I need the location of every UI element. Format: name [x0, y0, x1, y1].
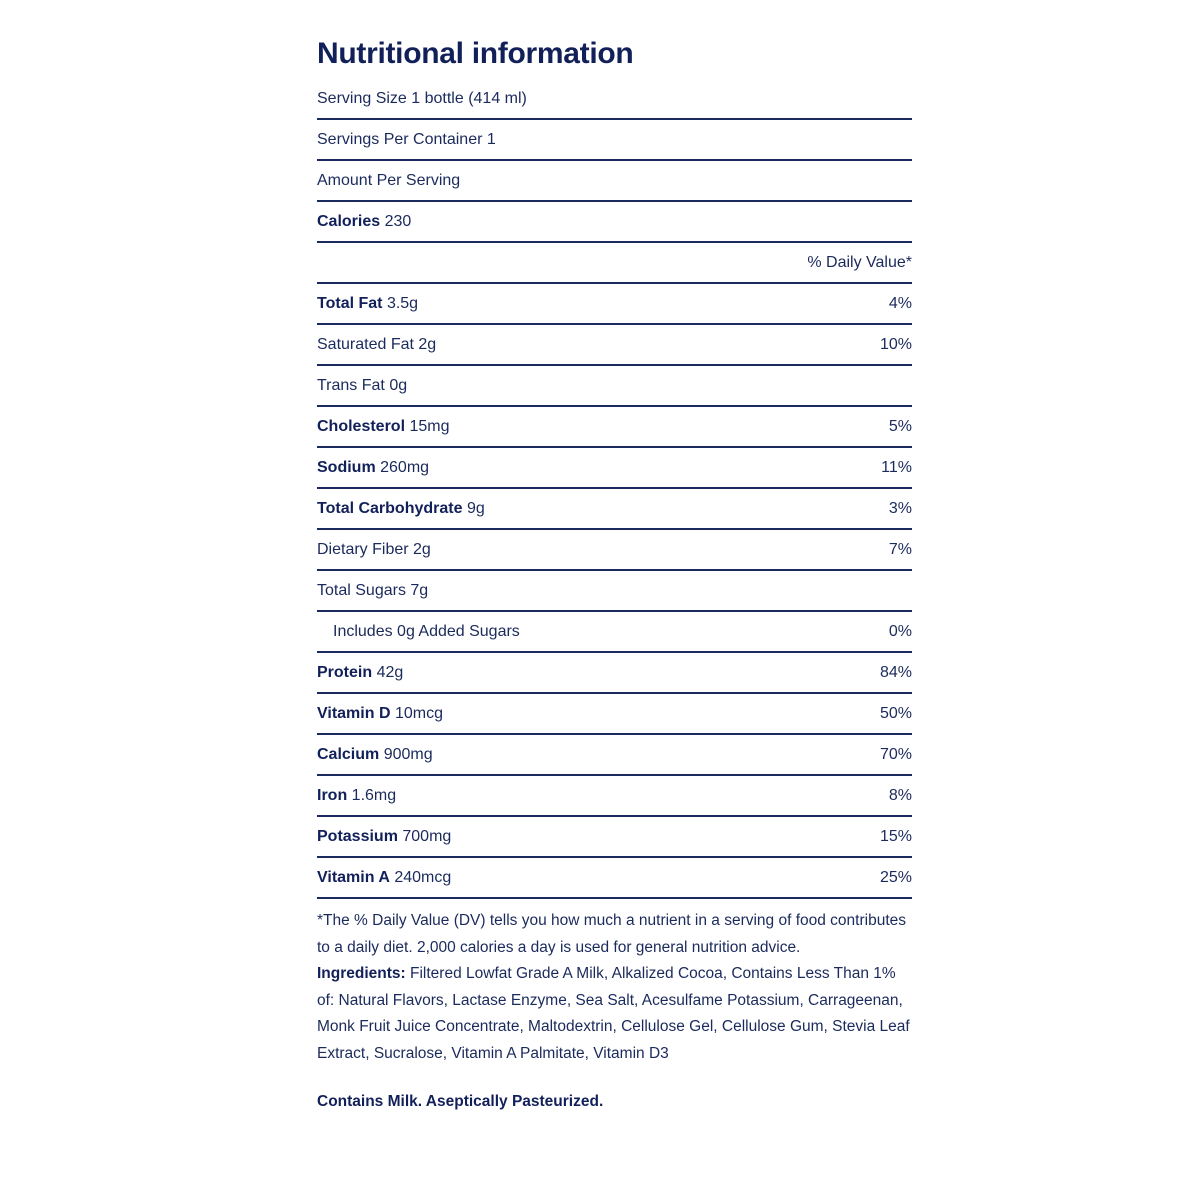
- nutrient-daily-value: 11%: [881, 458, 912, 476]
- nutrient-row: [317, 817, 912, 858]
- nutrient-row: [317, 489, 912, 530]
- nutrition-panel: [317, 30, 912, 1111]
- nutrient-label: [317, 418, 450, 436]
- calories-row: [317, 202, 912, 243]
- nutrient-amount: 42g: [376, 663, 404, 681]
- servings-per-container: Servings Per Container 1: [317, 130, 496, 148]
- nutrient-row: [317, 694, 912, 735]
- nutrient-row: [317, 612, 912, 653]
- nutrient-amount: 240mcg: [394, 868, 452, 886]
- nutrient-label: [317, 377, 407, 395]
- nutrient-row: [317, 776, 912, 817]
- nutrient-label: [317, 459, 429, 477]
- nutrient-name: Dietary Fiber: [317, 540, 409, 558]
- ingredients-text: Filtered Lowfat Grade A Milk, Alkalized Cocoa, Contains Less Than 1% of: Natural Flavors, Lactase Enzyme, Sea Salt, Acesulfame Potassium, Carrageenan, Monk Fruit Juice Concentrate, Maltodextrin, Cellulose Gel, Cellulose Gum, Stevia Leaf Extract, Sucralose, Vitamin A Palmitate, Vitamin D3: [317, 965, 910, 1062]
- nutrient-row: [317, 530, 912, 571]
- nutrient-row: [317, 284, 912, 325]
- nutrient-row: [317, 735, 912, 776]
- nutrient-amount: 900mg: [383, 745, 433, 763]
- nutrient-daily-value: 50%: [879, 704, 912, 722]
- nutrient-row: [317, 653, 912, 694]
- nutrient-row: [317, 571, 912, 612]
- nutrient-label: [317, 664, 403, 682]
- nutrient-daily-value: 10%: [879, 335, 912, 353]
- nutrient-row: [317, 325, 912, 366]
- nutrient-amount: 7g: [410, 581, 429, 599]
- nutrient-name: Vitamin D: [317, 704, 391, 722]
- nutrient-daily-value: 70%: [879, 745, 912, 763]
- nutrient-daily-value: 15%: [879, 827, 912, 845]
- nutrient-amount: 3.5g: [386, 294, 419, 312]
- daily-value-footnote: *The % Daily Value (DV) tells you how much a nutrient in a serving of food contributes to a daily diet. 2,000 calories a day is used for general nutrition advice.: [317, 912, 906, 956]
- nutrient-label: [317, 705, 443, 723]
- nutrient-name: Total Fat: [317, 294, 383, 312]
- nutrient-name: Cholesterol: [317, 417, 406, 435]
- nutrient-daily-value: 3%: [888, 499, 912, 517]
- daily-value-header-row: [317, 243, 912, 284]
- nutrient-label: [317, 336, 436, 354]
- daily-value-header: % Daily Value*: [807, 253, 912, 271]
- amount-per-serving-row: [317, 161, 912, 202]
- nutrient-name: Includes 0g Added Sugars: [333, 622, 520, 640]
- nutrient-name: Iron: [317, 786, 348, 804]
- servings-per-container-row: [317, 120, 912, 161]
- serving-size-row: [317, 80, 912, 120]
- calories: [317, 213, 411, 231]
- nutrient-row: [317, 366, 912, 407]
- page-title: Nutritional information: [317, 37, 634, 70]
- nutrient-name: Sodium: [317, 458, 376, 476]
- nutrient-amount: 1.6mg: [351, 786, 397, 804]
- nutrient-amount: 0g: [389, 376, 408, 394]
- nutrient-amount: 9g: [466, 499, 485, 517]
- nutrient-label: [317, 295, 418, 313]
- nutrient-amount: 10mcg: [394, 704, 443, 722]
- nutrient-row: [317, 858, 912, 899]
- nutrient-row: [317, 407, 912, 448]
- nutrient-label: [317, 787, 396, 805]
- nutrient-name: Protein: [317, 663, 373, 681]
- allergen-statement: Contains Milk. Aseptically Pasteurized.: [317, 1093, 604, 1110]
- nutrient-amount: 260mg: [380, 458, 430, 476]
- nutrient-name: Saturated Fat: [317, 335, 414, 353]
- nutrient-amount: 15mg: [409, 417, 450, 435]
- ingredients: [317, 961, 912, 1067]
- ingredients-label: Ingredients:: [317, 965, 406, 982]
- nutrient-row: [317, 448, 912, 489]
- nutrient-name: Total Carbohydrate: [317, 499, 463, 517]
- nutrient-label: [317, 500, 485, 518]
- nutrient-daily-value: 5%: [888, 417, 912, 435]
- amount-per-serving: Amount Per Serving: [317, 171, 461, 189]
- nutrient-label: [317, 869, 451, 887]
- nutrient-amount: 2g: [413, 540, 431, 558]
- nutrient-name: Total Sugars: [317, 581, 406, 599]
- calories-value: 230: [384, 212, 412, 230]
- nutrient-label: [317, 828, 451, 846]
- calories-label: Calories: [317, 212, 381, 230]
- nutrient-label: [317, 541, 431, 559]
- nutrient-name: Calcium: [317, 745, 380, 763]
- nutrient-table: [317, 284, 912, 899]
- nutrient-daily-value: 8%: [888, 786, 912, 804]
- nutrient-label: [317, 623, 520, 641]
- nutrient-amount: 700mg: [402, 827, 452, 845]
- nutrient-daily-value: 7%: [888, 540, 912, 558]
- nutrient-daily-value: 0%: [888, 622, 912, 640]
- nutrient-daily-value: 4%: [888, 294, 912, 312]
- nutrient-name: Trans Fat: [317, 376, 385, 394]
- nutrient-amount: 2g: [418, 335, 437, 353]
- nutrient-label: [317, 582, 428, 600]
- nutrient-name: Vitamin A: [317, 868, 390, 886]
- nutrient-label: [317, 746, 433, 764]
- nutrient-name: Potassium: [317, 827, 398, 845]
- serving-size: Serving Size 1 bottle (414 ml): [317, 90, 527, 107]
- nutrient-daily-value: 84%: [879, 663, 912, 681]
- nutrient-daily-value: 25%: [879, 868, 912, 886]
